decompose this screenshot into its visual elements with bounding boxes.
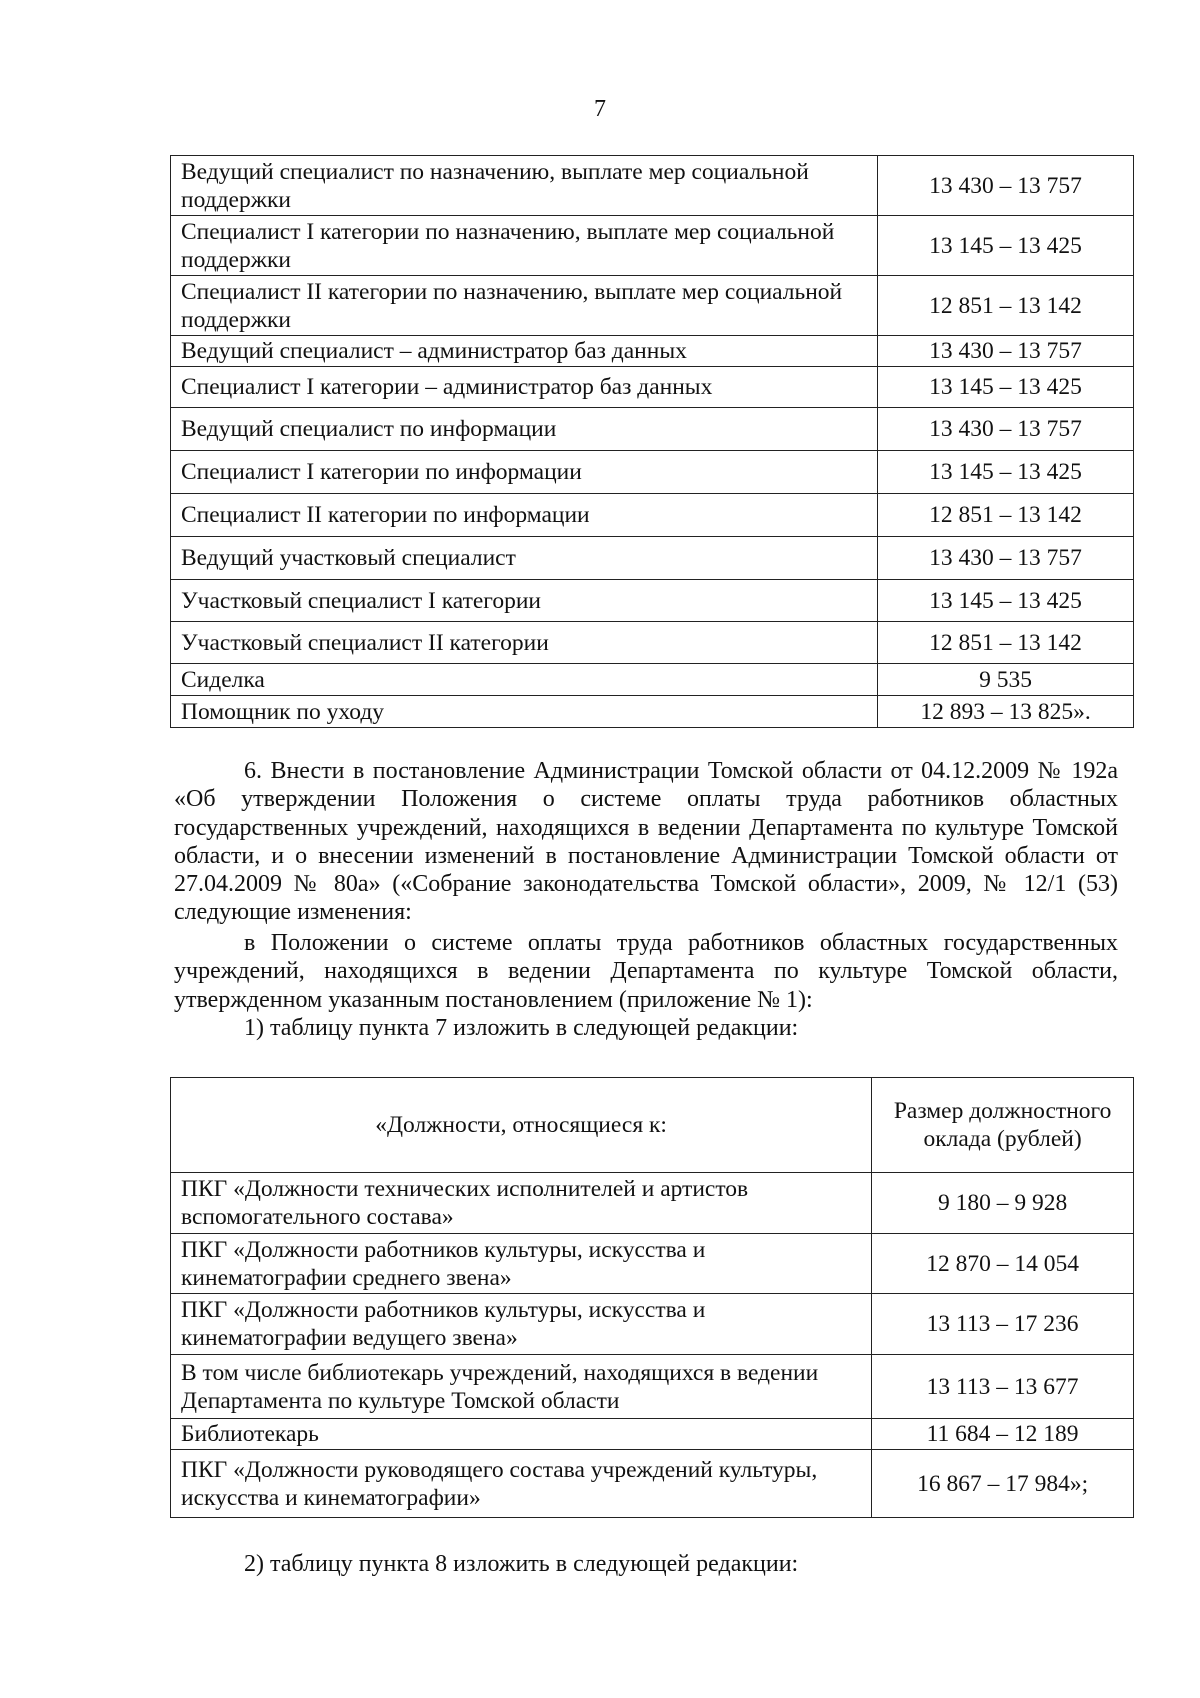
table-row <box>171 336 1134 367</box>
table-row <box>171 1450 1134 1518</box>
salary-range: 9 535 <box>878 664 1134 696</box>
table-row <box>171 664 1134 696</box>
salary-range: 13 430 – 13 757 <box>878 156 1134 216</box>
salary-range: 13 430 – 13 757 <box>878 408 1134 451</box>
salary-range: 13 430 – 13 757 <box>878 537 1134 580</box>
salary-table-social <box>170 155 1134 728</box>
salary-range: 9 180 – 9 928 <box>872 1173 1134 1234</box>
salary-range: 13 145 – 13 425 <box>878 451 1134 494</box>
position-name: Ведущий участковый специалист <box>171 537 878 580</box>
table-row <box>171 408 1134 451</box>
table-header-row <box>171 1078 1134 1173</box>
position-name: Помощник по уходу <box>171 696 878 728</box>
column-header-salary: Размер должностного оклада (рублей) <box>872 1078 1134 1173</box>
table-row <box>171 696 1134 728</box>
table-row <box>171 451 1134 494</box>
salary-range: 16 867 – 17 984»; <box>872 1450 1134 1518</box>
position-name: В том числе библиотекарь учреждений, находящихся в ведении Департамента по культуре Томской области <box>171 1355 872 1419</box>
table-row <box>171 156 1134 216</box>
table-row <box>171 1355 1134 1419</box>
salary-range: 11 684 – 12 189 <box>872 1419 1134 1450</box>
paragraph-6-amendment: 6. Внести в постановление Администрации Томской области от 04.12.2009 № 192а «Об утверждении Положения о системе оплаты труда работников областных государственных учреждений, находящихся в ведении Департамента по культуре Томской области, и о внесении изменений в постановление Администрации Томской области от 27.04.2009 № 80а» («Собрание законодательства Томской области», 2009, № 12/1 (53) следующие изменения: <box>174 758 1118 926</box>
table-row <box>171 367 1134 408</box>
position-name: ПКГ «Должности работников культуры, искусства и кинематографии ведущего звена» <box>171 1294 872 1355</box>
salary-range: 12 893 – 13 825». <box>878 696 1134 728</box>
position-name: ПКГ «Должности технических исполнителей и артистов вспомогательного состава» <box>171 1173 872 1234</box>
position-name: Специалист II категории по назначению, выплате мер социальной поддержки <box>171 276 878 336</box>
position-name: Участковый специалист I категории <box>171 580 878 622</box>
column-header-positions: «Должности, относящиеся к: <box>171 1078 872 1173</box>
table-row <box>171 494 1134 537</box>
salary-range: 13 145 – 13 425 <box>878 580 1134 622</box>
table-row <box>171 1173 1134 1234</box>
position-name: Ведущий специалист по назначению, выплате мер социальной поддержки <box>171 156 878 216</box>
position-name: Сиделка <box>171 664 878 696</box>
position-name: Специалист I категории по информации <box>171 451 878 494</box>
table-row <box>171 276 1134 336</box>
table-row <box>171 580 1134 622</box>
position-name: Специалист I категории по назначению, выплате мер социальной поддержки <box>171 216 878 276</box>
salary-range: 13 430 – 13 757 <box>878 336 1134 367</box>
salary-range: 13 145 – 13 425 <box>878 367 1134 408</box>
paragraph-item-8: 2) таблицу пункта 8 изложить в следующей редакции: <box>244 1551 799 1577</box>
salary-range: 13 113 – 17 236 <box>872 1294 1134 1355</box>
paragraph-item-7: 1) таблицу пункта 7 изложить в следующей редакции: <box>244 1015 799 1041</box>
salary-range: 12 851 – 13 142 <box>878 276 1134 336</box>
table-row <box>171 216 1134 276</box>
position-name: Библиотекарь <box>171 1419 872 1450</box>
salary-range: 12 870 – 14 054 <box>872 1234 1134 1294</box>
table-row <box>171 1234 1134 1294</box>
position-name: ПКГ «Должности руководящего состава учреждений культуры, искусства и кинематографии» <box>171 1450 872 1518</box>
position-name: ПКГ «Должности работников культуры, искусства и кинематографии среднего звена» <box>171 1234 872 1294</box>
position-name: Ведущий специалист по информации <box>171 408 878 451</box>
position-name: Участковый специалист II категории <box>171 622 878 664</box>
salary-table-culture <box>170 1077 1134 1518</box>
position-name: Специалист II категории по информации <box>171 494 878 537</box>
table-row <box>171 1419 1134 1450</box>
page-number: 7 <box>594 96 606 122</box>
salary-range: 13 145 – 13 425 <box>878 216 1134 276</box>
salary-range: 12 851 – 13 142 <box>878 622 1134 664</box>
salary-range: 12 851 – 13 142 <box>878 494 1134 537</box>
table-row <box>171 622 1134 664</box>
table-row <box>171 1294 1134 1355</box>
paragraph-regulation: в Положении о системе оплаты труда работников областных государственных учреждений, находящихся в ведении Департамента по культуре Томской области, утвержденном указанным постановлением (приложение № 1): <box>174 930 1118 1013</box>
salary-range: 13 113 – 13 677 <box>872 1355 1134 1419</box>
position-name: Ведущий специалист – администратор баз данных <box>171 336 878 367</box>
table-row <box>171 537 1134 580</box>
position-name: Специалист I категории – администратор баз данных <box>171 367 878 408</box>
